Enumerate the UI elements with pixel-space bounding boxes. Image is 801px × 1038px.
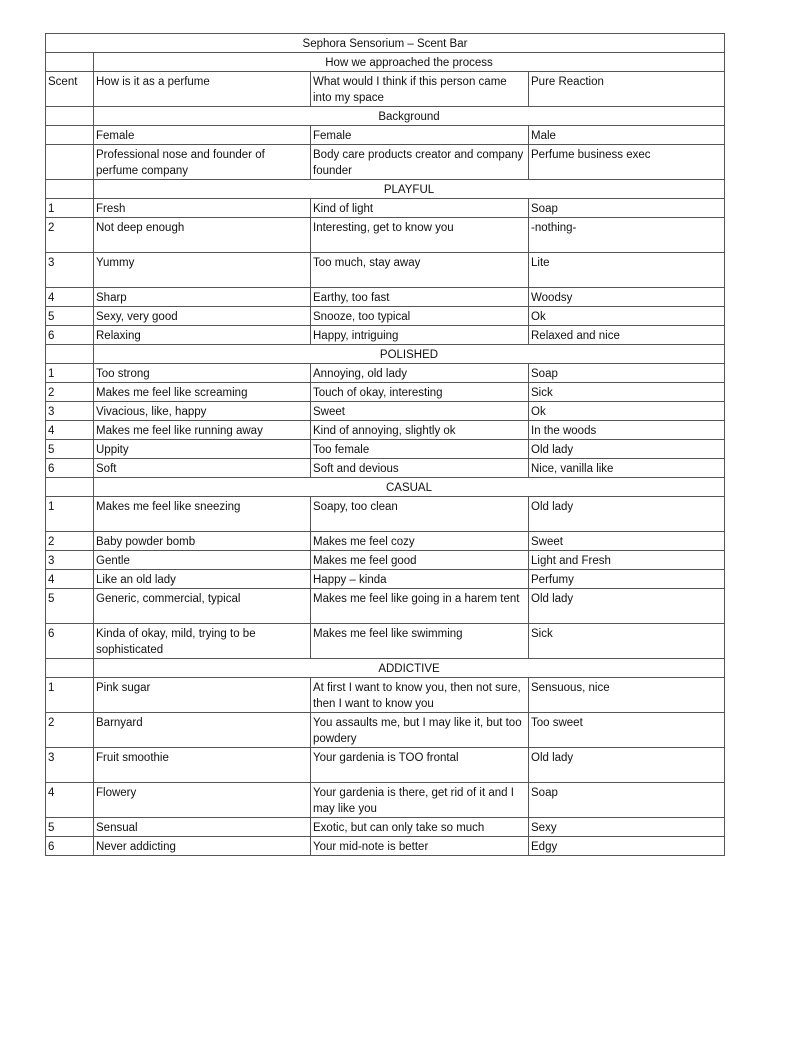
header-row: [46, 72, 725, 107]
space-cell: Annoying, old lady: [311, 364, 529, 383]
space-cell: You assaults me, but I may like it, but too powdery: [311, 713, 529, 748]
scent-number: 5: [46, 818, 94, 837]
role-cell: Professional nose and founder of perfume company: [94, 145, 311, 180]
scent-number: 6: [46, 326, 94, 345]
perfume-cell: Makes me feel like screaming: [94, 383, 311, 402]
reaction-cell: Woodsy: [529, 288, 725, 307]
scent-number: 4: [46, 421, 94, 440]
perfume-cell: Baby powder bomb: [94, 532, 311, 551]
space-cell: Soft and devious: [311, 459, 529, 478]
space-cell: Makes me feel like going in a harem tent: [311, 589, 529, 624]
section-heading: ADDICTIVE: [94, 659, 725, 678]
space-cell: Makes me feel like swimming: [311, 624, 529, 659]
scent-number: 4: [46, 783, 94, 818]
scent-number: 5: [46, 307, 94, 326]
table-row: [46, 421, 725, 440]
reaction-cell: Lite: [529, 253, 725, 288]
reaction-cell: Light and Fresh: [529, 551, 725, 570]
section-heading: CASUAL: [94, 478, 725, 497]
table-row: [46, 748, 725, 783]
space-cell: Exotic, but can only take so much: [311, 818, 529, 837]
perfume-cell: Vivacious, like, happy: [94, 402, 311, 421]
space-cell: Touch of okay, interesting: [311, 383, 529, 402]
perfume-cell: Too strong: [94, 364, 311, 383]
space-cell: Earthy, too fast: [311, 288, 529, 307]
scent-number: 6: [46, 459, 94, 478]
space-cell: Your gardenia is TOO frontal: [311, 748, 529, 783]
space-cell: Sweet: [311, 402, 529, 421]
table-row: [46, 783, 725, 818]
scent-number: 5: [46, 589, 94, 624]
scent-number: 2: [46, 383, 94, 402]
scent-number: 2: [46, 713, 94, 748]
reaction-cell: Sweet: [529, 532, 725, 551]
perfume-cell: Sharp: [94, 288, 311, 307]
perfume-cell: Generic, commercial, typical: [94, 589, 311, 624]
table-row: [46, 713, 725, 748]
table-row: [46, 678, 725, 713]
reaction-cell: Soap: [529, 364, 725, 383]
table-row: [46, 589, 725, 624]
scent-number: 3: [46, 551, 94, 570]
reaction-cell: Nice, vanilla like: [529, 459, 725, 478]
table-row: [46, 326, 725, 345]
reaction-cell: Too sweet: [529, 713, 725, 748]
table-row: [46, 440, 725, 459]
reaction-cell: Sexy: [529, 818, 725, 837]
gender-cell: Male: [529, 126, 725, 145]
reaction-cell: Edgy: [529, 837, 725, 856]
space-cell: Makes me feel good: [311, 551, 529, 570]
table-row: [46, 199, 725, 218]
scent-number: 4: [46, 570, 94, 589]
perfume-cell: Makes me feel like sneezing: [94, 497, 311, 532]
perfume-cell: Barnyard: [94, 713, 311, 748]
space-cell: Kind of light: [311, 199, 529, 218]
section-header-row: [46, 478, 725, 497]
perfume-cell: Fruit smoothie: [94, 748, 311, 783]
space-cell: Your mid-note is better: [311, 837, 529, 856]
table-row: [46, 218, 725, 253]
scent-number: 2: [46, 532, 94, 551]
background-heading: Background: [94, 107, 725, 126]
column-header: How is it as a perfume: [94, 72, 311, 107]
space-cell: Happy – kinda: [311, 570, 529, 589]
table-row: [46, 551, 725, 570]
perfume-cell: Kinda of okay, mild, trying to be sophisticated: [94, 624, 311, 659]
section-header-row: [46, 659, 725, 678]
table-subtitle: How we approached the process: [94, 53, 725, 72]
section-header-row: [46, 345, 725, 364]
perfume-cell: Like an old lady: [94, 570, 311, 589]
perfume-cell: Gentle: [94, 551, 311, 570]
perfume-cell: Sexy, very good: [94, 307, 311, 326]
scent-number: 5: [46, 440, 94, 459]
table-row: [46, 570, 725, 589]
perfume-cell: Makes me feel like running away: [94, 421, 311, 440]
space-cell: Interesting, get to know you: [311, 218, 529, 253]
reaction-cell: Sick: [529, 383, 725, 402]
perfume-cell: Pink sugar: [94, 678, 311, 713]
perfume-cell: Sensual: [94, 818, 311, 837]
reaction-cell: Relaxed and nice: [529, 326, 725, 345]
table-title: Sephora Sensorium – Scent Bar: [46, 34, 725, 53]
space-cell: Your gardenia is there, get rid of it and I may like you: [311, 783, 529, 818]
perfume-cell: Flowery: [94, 783, 311, 818]
reaction-cell: Old lady: [529, 497, 725, 532]
table-row: [46, 818, 725, 837]
subtitle-row: [46, 53, 725, 72]
scent-number: 3: [46, 748, 94, 783]
reaction-cell: Ok: [529, 307, 725, 326]
table-row: [46, 402, 725, 421]
table-row: [46, 837, 725, 856]
table-row: [46, 253, 725, 288]
table-row: [46, 288, 725, 307]
section-heading: PLAYFUL: [94, 180, 725, 199]
section-header-row: [46, 180, 725, 199]
table-row: [46, 624, 725, 659]
scent-number: 3: [46, 253, 94, 288]
scent-number: 1: [46, 364, 94, 383]
table-row: [46, 532, 725, 551]
reaction-cell: In the woods: [529, 421, 725, 440]
column-header: Pure Reaction: [529, 72, 725, 107]
role-cell: Perfume business exec: [529, 145, 725, 180]
scent-number: 1: [46, 678, 94, 713]
scent-number: 6: [46, 624, 94, 659]
reaction-cell: -nothing-: [529, 218, 725, 253]
section-heading: POLISHED: [94, 345, 725, 364]
space-cell: Makes me feel cozy: [311, 532, 529, 551]
perfume-cell: Yummy: [94, 253, 311, 288]
table-row: [46, 459, 725, 478]
reaction-cell: Sensuous, nice: [529, 678, 725, 713]
perfume-cell: Never addicting: [94, 837, 311, 856]
scent-bar-table: [45, 33, 725, 856]
reaction-cell: Sick: [529, 624, 725, 659]
reaction-cell: Old lady: [529, 589, 725, 624]
space-cell: At first I want to know you, then not sure, then I want to know you: [311, 678, 529, 713]
reaction-cell: Soap: [529, 783, 725, 818]
scent-number: 2: [46, 218, 94, 253]
scent-number: 1: [46, 199, 94, 218]
table-row: [46, 383, 725, 402]
perfume-cell: Fresh: [94, 199, 311, 218]
column-header: Scent: [46, 72, 94, 107]
space-cell: Too female: [311, 440, 529, 459]
gender-row: [46, 126, 725, 145]
perfume-cell: Relaxing: [94, 326, 311, 345]
reaction-cell: Ok: [529, 402, 725, 421]
reaction-cell: Perfumy: [529, 570, 725, 589]
space-cell: Happy, intriguing: [311, 326, 529, 345]
space-cell: Snooze, too typical: [311, 307, 529, 326]
scent-number: 4: [46, 288, 94, 307]
background-row: [46, 107, 725, 126]
role-cell: Body care products creator and company founder: [311, 145, 529, 180]
perfume-cell: Not deep enough: [94, 218, 311, 253]
reaction-cell: Old lady: [529, 440, 725, 459]
gender-cell: Female: [311, 126, 529, 145]
perfume-cell: Uppity: [94, 440, 311, 459]
table-row: [46, 497, 725, 532]
role-row: [46, 145, 725, 180]
gender-cell: Female: [94, 126, 311, 145]
reaction-cell: Old lady: [529, 748, 725, 783]
scent-number: 6: [46, 837, 94, 856]
scent-number: 3: [46, 402, 94, 421]
space-cell: Soapy, too clean: [311, 497, 529, 532]
table-row: [46, 307, 725, 326]
title-row: [46, 34, 725, 53]
column-header: What would I think if this person came into my space: [311, 72, 529, 107]
table-row: [46, 364, 725, 383]
space-cell: Too much, stay away: [311, 253, 529, 288]
perfume-cell: Soft: [94, 459, 311, 478]
reaction-cell: Soap: [529, 199, 725, 218]
space-cell: Kind of annoying, slightly ok: [311, 421, 529, 440]
scent-number: 1: [46, 497, 94, 532]
